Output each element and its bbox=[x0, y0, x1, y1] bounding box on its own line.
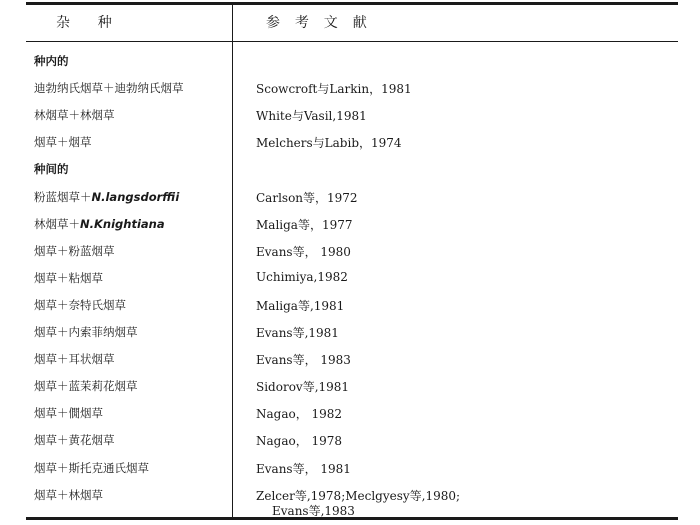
reference-cell: Nagao， 1982 bbox=[256, 407, 343, 422]
hybrid-text: 烟草＋奈特氏烟草 bbox=[34, 297, 126, 312]
reference-cell: Zelcer等,1978;Meclgyesy等,1980; bbox=[256, 488, 461, 503]
reference-cell: Evans等,1981 bbox=[256, 326, 339, 340]
reference-cell: Scowcroft与Larkin，1981 bbox=[256, 82, 412, 97]
table-row bbox=[26, 347, 678, 374]
table-row bbox=[26, 185, 678, 212]
hybrid-cell bbox=[34, 378, 138, 394]
table-row bbox=[26, 239, 678, 266]
hybrid-cell bbox=[34, 324, 138, 340]
table-row bbox=[26, 320, 678, 347]
hybrid-text: 种内的 bbox=[34, 54, 69, 68]
hybrid-text: 烟草＋僩烟草 bbox=[34, 406, 103, 421]
hybrid-cell bbox=[34, 487, 103, 503]
hybrid-text: 烟草＋斯托克通氏烟草 bbox=[34, 460, 149, 475]
header-rule bbox=[26, 41, 678, 42]
top-rule bbox=[26, 2, 678, 5]
reference-cell-continued: Evans等,1983 bbox=[272, 503, 355, 518]
reference-cell: Maliga等,1981 bbox=[256, 298, 345, 313]
hybrid-text: 粉蓝烟草＋ bbox=[34, 189, 92, 204]
reference-cell: Evans等， 1983 bbox=[256, 353, 351, 368]
species-latin-name: N.Knightiana bbox=[80, 216, 165, 231]
section-row bbox=[26, 49, 678, 76]
table-row bbox=[26, 103, 678, 130]
hybrid-cell bbox=[34, 243, 115, 259]
hybrid-text: 种间的 bbox=[34, 162, 69, 177]
reference-cell: Maliga等，1977 bbox=[256, 217, 353, 232]
hybrid-cell bbox=[34, 297, 126, 313]
reference-cell: Nagao， 1978 bbox=[256, 434, 343, 449]
reference-cell: Melchers与Labib，1974 bbox=[256, 136, 402, 151]
section-row bbox=[26, 157, 678, 184]
reference-cell: Evans等， 1981 bbox=[256, 461, 351, 476]
hybrid-text: 烟草＋内索菲纳烟草 bbox=[34, 325, 138, 339]
reference-cell: Uchimiya,1982 bbox=[256, 269, 348, 284]
hybrid-text: 烟草＋耳状烟草 bbox=[34, 352, 115, 367]
table-row bbox=[26, 266, 678, 293]
table-row bbox=[26, 456, 678, 483]
reference-cell: White与Vasil,1981 bbox=[256, 109, 367, 124]
hybrid-cell bbox=[34, 134, 92, 150]
table-row bbox=[26, 130, 678, 157]
hybrid-text: 烟草＋林烟草 bbox=[34, 487, 103, 502]
hybrid-text: 迪勃纳氏烟草＋迪勃纳氏烟草 bbox=[34, 81, 184, 96]
hybrid-cell bbox=[34, 270, 103, 286]
hybrid-text: 烟草＋粉蓝烟草 bbox=[34, 243, 115, 258]
hybrid-cell bbox=[34, 107, 115, 123]
section-label bbox=[34, 161, 69, 177]
hybrid-cell bbox=[34, 405, 103, 421]
hybrid-cell bbox=[34, 460, 149, 476]
header-hybrid: 杂 种 bbox=[56, 15, 114, 31]
reference-cell: Carlson等，1972 bbox=[256, 190, 358, 205]
table-row bbox=[26, 483, 678, 518]
hybrid-text: 烟草＋黄花烟草 bbox=[34, 433, 115, 448]
hybrid-cell bbox=[34, 432, 115, 448]
table-row bbox=[26, 401, 678, 428]
hybrid-text: 林烟草＋ bbox=[34, 216, 80, 231]
hybrid-text: 烟草＋蓝茉莉花烟草 bbox=[34, 379, 138, 394]
hybrid-cell bbox=[34, 216, 165, 232]
reference-cell: Evans等， 1980 bbox=[256, 244, 351, 259]
table-row bbox=[26, 212, 678, 239]
section-label bbox=[34, 53, 69, 69]
table-row bbox=[26, 374, 678, 401]
hybrid-cell bbox=[34, 80, 184, 96]
table-row bbox=[26, 428, 678, 455]
header-reference: 参 考 文 献 bbox=[266, 15, 369, 31]
reference-cell: Sidorov等,1981 bbox=[256, 380, 350, 395]
hybrid-text: 烟草＋烟草 bbox=[34, 135, 92, 150]
hybrid-cell bbox=[34, 351, 115, 367]
species-latin-name: N.langsdorffii bbox=[91, 189, 180, 204]
table-row bbox=[26, 76, 678, 103]
hybrid-cell bbox=[34, 189, 179, 205]
table-row bbox=[26, 293, 678, 320]
hybrid-text: 烟草＋粘烟草 bbox=[34, 270, 103, 285]
hybrid-text: 林烟草＋林烟草 bbox=[34, 108, 115, 123]
